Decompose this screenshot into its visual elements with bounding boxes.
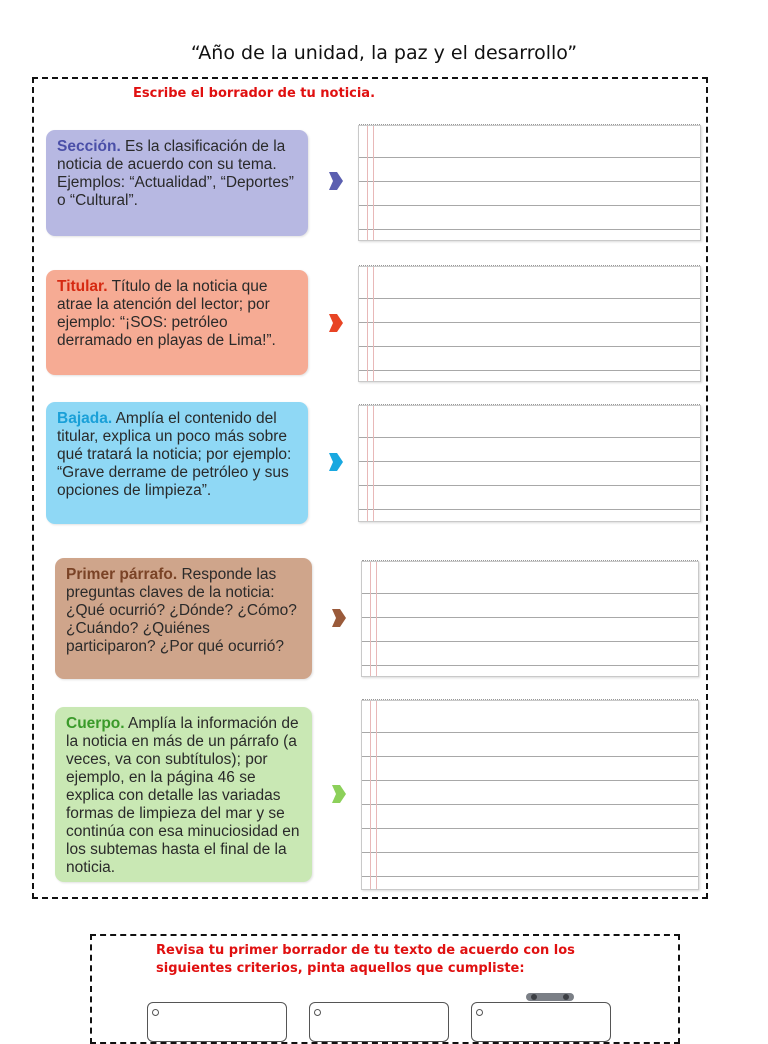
right-arrow-icon — [329, 312, 343, 334]
writing-pad[interactable] — [358, 125, 701, 241]
section-body: Amplía la información de la noticia en más de un párrafo (a veces, va con subtítulos); por ejemplo, en la página 46 se explica con detalle las variadas formas de limpieza del mar y se continúa con esa minuciosidad en los subtemas hasta el final de la noticia. — [66, 715, 300, 876]
page-title: “Año de la unidad, la paz y el desarrollo” — [190, 42, 578, 64]
worksheet-instruction: Escribe el borrador de tu noticia. — [133, 86, 376, 101]
section-term: Primer párrafo. — [66, 566, 178, 583]
section-term: Sección. — [57, 138, 121, 155]
section-body: Título de la noticia que atrae la atención del lector; por ejemplo: “¡SOS: petróleo derramado en playas de Lima!”. — [57, 278, 276, 349]
section-term: Bajada. — [57, 410, 113, 427]
criteria-card[interactable] — [147, 1002, 287, 1042]
writing-pad[interactable] — [361, 700, 699, 890]
section-body: Responde las preguntas claves de la noticia: ¿Qué ocurrió? ¿Dónde? ¿Cómo? ¿Cuándo? ¿Quiénes participaron? ¿Por qué ocurrió? — [66, 566, 297, 655]
section-term: Cuerpo. — [66, 715, 125, 732]
right-arrow-icon — [329, 170, 343, 192]
criteria-card[interactable] — [309, 1002, 449, 1042]
section-body: Es la clasificación de la noticia de acuerdo con su tema. Ejemplos: “Actualidad”, “Deportes” o “Cultural”. — [57, 138, 294, 209]
section-card-seccion — [46, 130, 308, 236]
criteria-card[interactable] — [471, 1002, 611, 1042]
section-card-primer-parrafo — [55, 558, 312, 679]
writing-pad[interactable] — [361, 561, 699, 677]
writing-pad[interactable] — [358, 405, 701, 522]
review-instruction: Revisa tu primer borrador de tu texto de acuerdo con los siguientes criterios, pinta aquellos que cumpliste: — [156, 943, 575, 976]
section-card-bajada — [46, 402, 308, 524]
right-arrow-icon — [332, 783, 346, 805]
right-arrow-icon — [329, 451, 343, 473]
section-card-titular — [46, 270, 308, 375]
section-body: Amplía el contenido del titular, explica un poco más sobre qué tratará la noticia; por ejemplo: “Grave derrame de petróleo y sus opciones de limpieza”. — [57, 410, 292, 499]
binder-clip-icon — [524, 990, 576, 1004]
writing-pad[interactable] — [358, 266, 701, 382]
section-card-cuerpo — [55, 707, 312, 882]
right-arrow-icon — [332, 607, 346, 629]
section-term: Titular. — [57, 278, 108, 295]
